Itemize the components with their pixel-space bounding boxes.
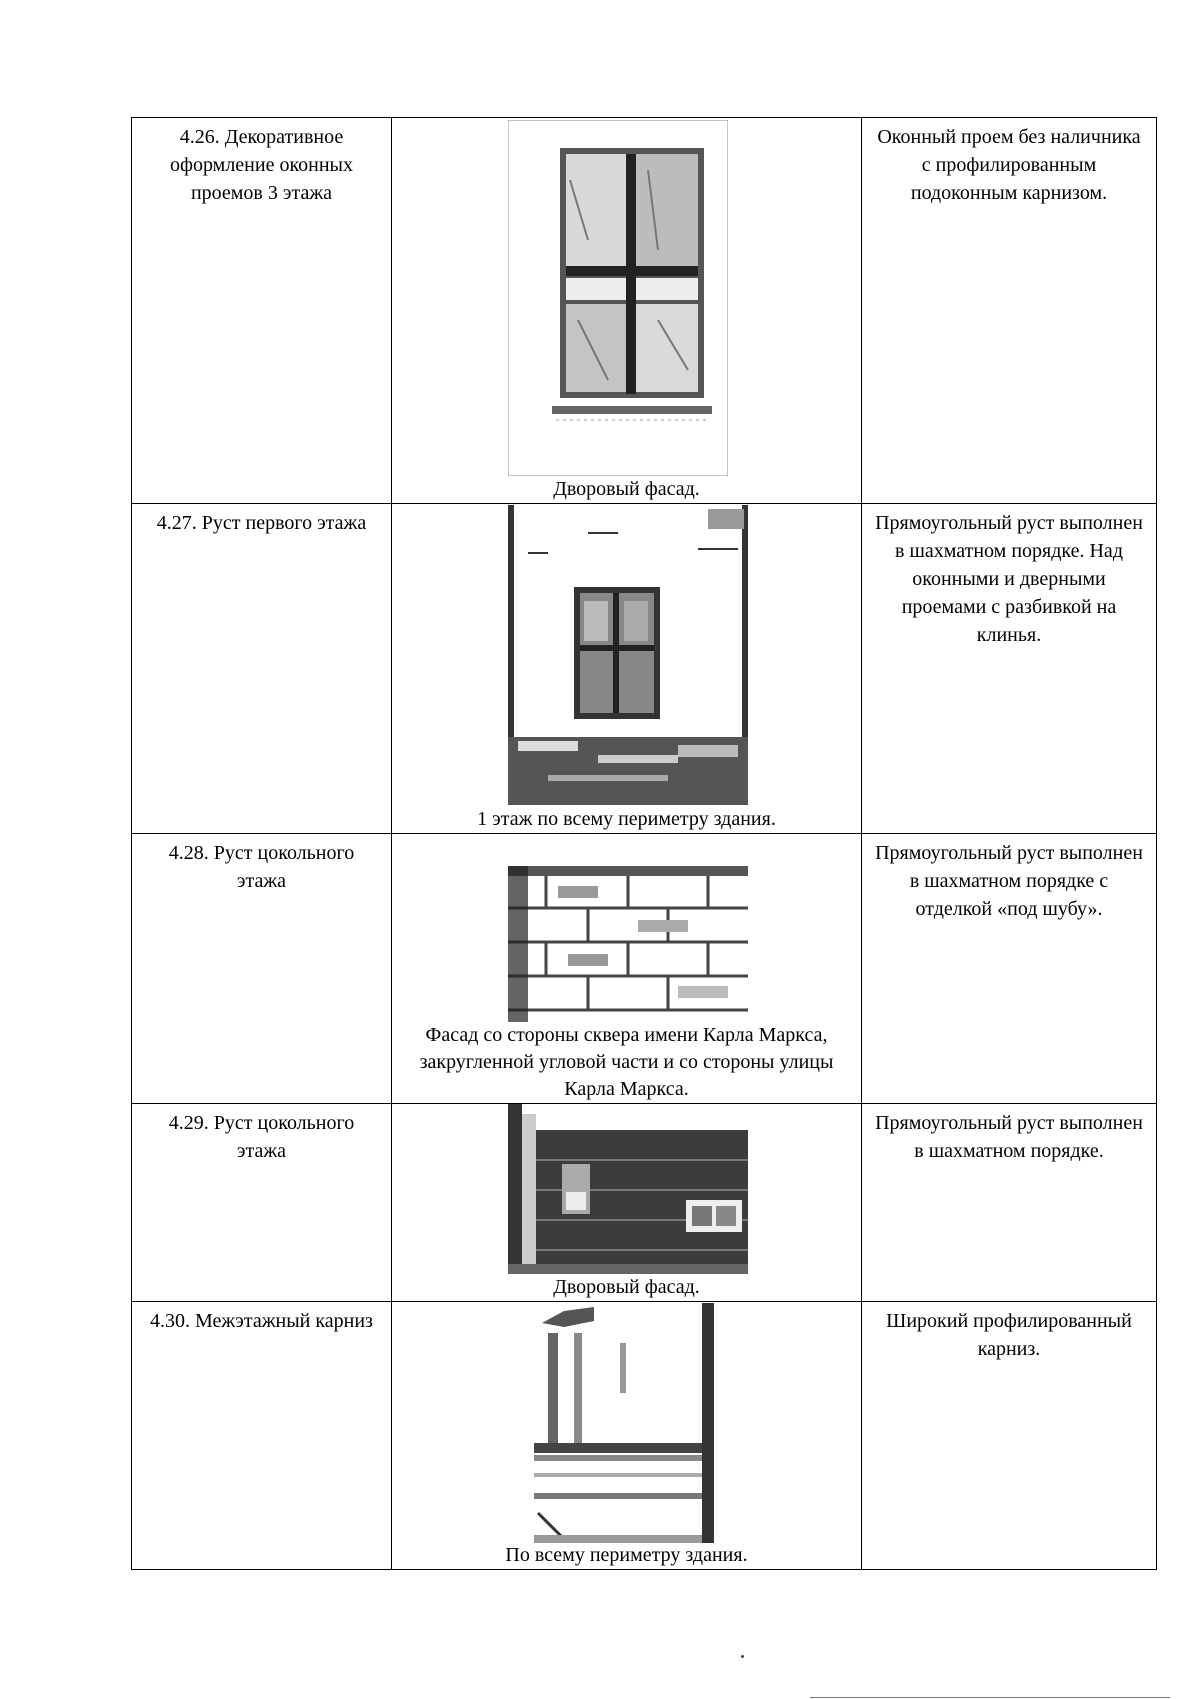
photo-caption: Дворовый фасад. <box>553 1276 700 1298</box>
feature-description: Прямоугольный руст выполнен в шахматном порядке. <box>875 1112 1143 1162</box>
description-cell <box>862 118 1157 504</box>
table-row <box>132 504 1157 834</box>
rustication-courtyard-photo <box>508 1104 748 1274</box>
feature-name-cell <box>132 118 392 504</box>
feature-name-cell <box>132 1302 392 1570</box>
rustication-plinth-photo <box>508 866 748 1022</box>
feature-name: 4.27. Руст первого этажа <box>156 512 367 534</box>
description-cell <box>862 1302 1157 1570</box>
description-cell <box>862 504 1157 834</box>
photo-caption: Фасад со стороны сквера имени Карла Маркса, закругленной угловой части и со стороны улицы Карла Маркса. <box>419 1024 834 1100</box>
description-cell <box>862 1104 1157 1302</box>
photo-caption: По всему периметру здания. <box>505 1544 748 1566</box>
feature-name-cell <box>132 1104 392 1302</box>
feature-description: Широкий профилированный карниз. <box>886 1310 1132 1360</box>
feature-name: 4.28. Руст цокольного этажа <box>168 842 355 892</box>
features-table <box>131 117 1157 1570</box>
window-photo <box>508 120 728 476</box>
photo-cell <box>392 1302 862 1570</box>
cornice-photo <box>534 1303 714 1543</box>
scan-dot <box>741 1655 744 1658</box>
table-row <box>132 834 1157 1104</box>
photo-cell <box>392 834 862 1104</box>
rustication-first-floor-photo <box>508 505 748 805</box>
photo-caption: 1 этаж по всему периметру здания. <box>477 808 776 830</box>
table-row <box>132 118 1157 504</box>
feature-name-cell <box>132 504 392 834</box>
scan-edge-line <box>810 1697 1170 1698</box>
feature-name: 4.29. Руст цокольного этажа <box>168 1112 355 1162</box>
feature-name-cell <box>132 834 392 1104</box>
table-row <box>132 1104 1157 1302</box>
photo-cell <box>392 504 862 834</box>
feature-description: Прямоугольный руст выполнен в шахматном порядке. Над оконными и дверными проемами с разбивкой на клинья. <box>875 512 1143 646</box>
photo-cell <box>392 1104 862 1302</box>
feature-name: 4.26. Декоративное оформление оконных проемов 3 этажа <box>170 126 353 204</box>
table-row <box>132 1302 1157 1570</box>
feature-name: 4.30. Межэтажный карниз <box>150 1310 373 1332</box>
feature-description: Оконный проем без наличника с профилированным подоконным карнизом. <box>877 126 1141 204</box>
feature-description: Прямоугольный руст выполнен в шахматном порядке с отделкой «под шубу». <box>875 842 1143 920</box>
description-cell <box>862 834 1157 1104</box>
photo-cell <box>392 118 862 504</box>
photo-caption: Дворовый фасад. <box>553 478 700 500</box>
